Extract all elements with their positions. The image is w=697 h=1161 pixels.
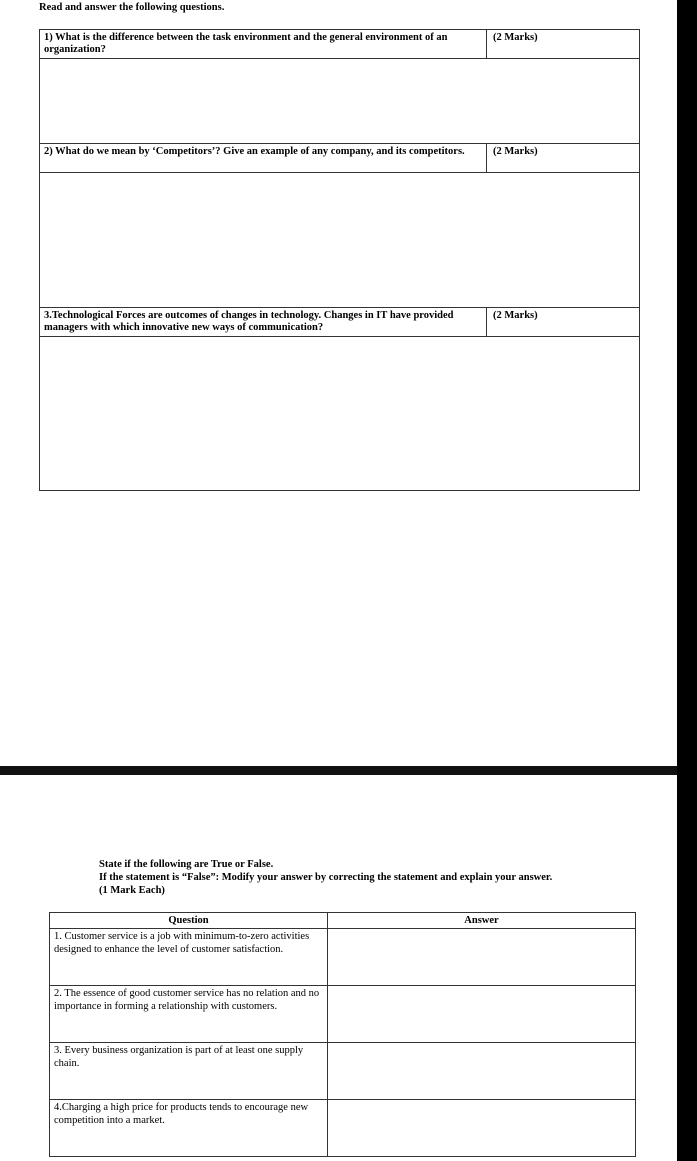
tf-answer-2[interactable]: [328, 986, 636, 1043]
true-false-table: [49, 912, 636, 1157]
tf-answer-3[interactable]: [328, 1043, 636, 1100]
tf-row-3: [50, 1043, 636, 1100]
tf-row-1: [50, 929, 636, 986]
question-2-text: 2) What do we mean by ‘Competitors’? Give an example of any company, and its competitors.: [40, 144, 487, 173]
question-3-text: 3.Technological Forces are outcomes of changes in technology. Changes in IT have provided managers with which innovative new ways of communication?: [40, 308, 487, 337]
answer-row-3: [40, 337, 640, 491]
answer-area-3[interactable]: [40, 337, 640, 491]
true-false-instructions: [99, 858, 552, 897]
page-separator: [0, 766, 677, 775]
tf-answer-1[interactable]: [328, 929, 636, 986]
question-1-marks: (2 Marks): [487, 30, 640, 59]
tf-row-2: [50, 986, 636, 1043]
tf-statement-4: 4.Charging a high price for products tends to encourage new competition into a market.: [50, 1100, 328, 1157]
answer-area-2[interactable]: [40, 173, 640, 308]
answer-row-1: [40, 59, 640, 144]
question-row-3: [40, 308, 640, 337]
tf-statement-3: 3. Every business organization is part of at least one supply chain.: [50, 1043, 328, 1100]
tf-instruction-line-2: If the statement is “False”: Modify your answer by correcting the statement and explain your answer.: [99, 872, 553, 883]
tf-column-question: Question: [50, 913, 328, 929]
worksheet-page-two: [0, 775, 677, 1161]
instruction-heading: Read and answer the following questions.: [39, 2, 225, 13]
answer-area-1[interactable]: [40, 59, 640, 144]
right-edge-bar: [677, 0, 697, 1161]
tf-instruction-line-1: State if the following are True or False.: [99, 859, 274, 870]
tf-answer-4[interactable]: [328, 1100, 636, 1157]
questions-table: [39, 29, 640, 491]
question-2-marks: (2 Marks): [487, 144, 640, 173]
tf-column-answer: Answer: [328, 913, 636, 929]
tf-instruction-line-3: (1 Mark Each): [99, 885, 165, 896]
answer-row-2: [40, 173, 640, 308]
tf-row-4: [50, 1100, 636, 1157]
tf-statement-1: 1. Customer service is a job with minimum-to-zero activities designed to enhance the level of customer satisfaction.: [50, 929, 328, 986]
tf-statement-2: 2. The essence of good customer service has no relation and no importance in forming a relationship with customers.: [50, 986, 328, 1043]
question-row-2: [40, 144, 640, 173]
question-1-text: 1) What is the difference between the task environment and the general environment of an organization?: [40, 30, 487, 59]
question-3-marks: (2 Marks): [487, 308, 640, 337]
tf-header-row: [50, 913, 636, 929]
question-row-1: [40, 30, 640, 59]
